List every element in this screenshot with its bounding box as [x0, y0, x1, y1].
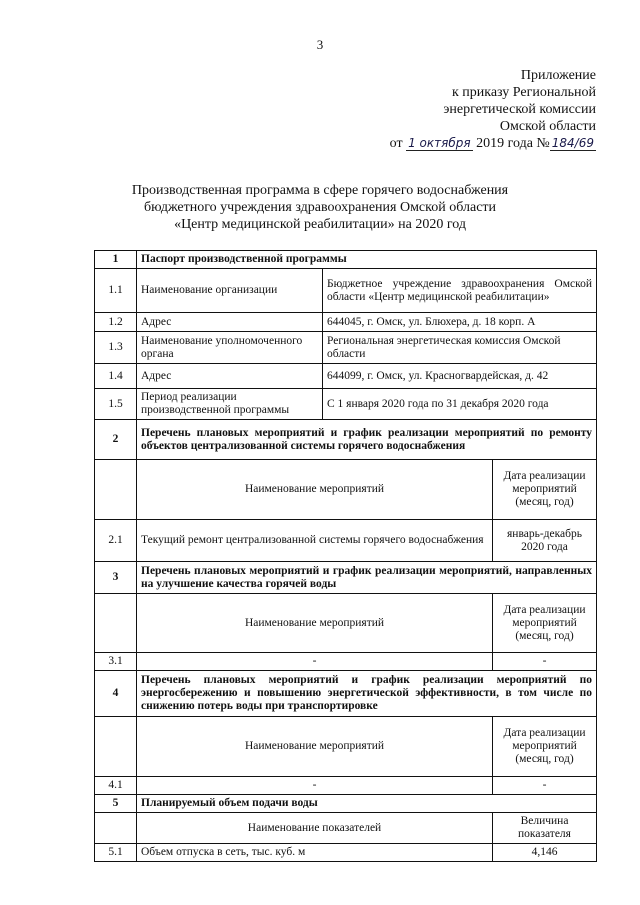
column-header: Дата реализации мероприятий (месяц, год)	[493, 460, 597, 520]
table-row	[95, 313, 597, 332]
handwritten-number: 184/69	[551, 136, 594, 150]
row-num: 5.1	[95, 844, 137, 862]
row-label: Адрес	[137, 364, 323, 389]
title-line-1: Производственная программа в сфере горячего водоснабжения	[131, 183, 509, 198]
section-2-header-row	[95, 420, 597, 460]
column-header: Наименование показателей	[137, 813, 493, 844]
appendix-block	[390, 67, 596, 152]
row-num: 1.2	[95, 313, 137, 332]
row-num: 1.5	[95, 389, 137, 420]
program-table	[94, 250, 597, 862]
row-num: 3.1	[95, 653, 137, 671]
handwritten-date: 1 октября	[408, 136, 471, 150]
row-num: 2.1	[95, 520, 137, 562]
row-name: Объем отпуска в сеть, тыс. куб. м	[137, 844, 493, 862]
section-header: Паспорт производственной программы	[137, 251, 597, 269]
section-header: Перечень плановых мероприятий и график реализации мероприятий, направленных на улучшение качества горячей воды	[137, 562, 597, 594]
row-num: 1.3	[95, 332, 137, 364]
table-row	[95, 653, 597, 671]
row-name: Текущий ремонт централизованной системы горячего водоснабжения	[137, 520, 493, 562]
row-label: Адрес	[137, 313, 323, 332]
section-num: 3	[95, 562, 137, 594]
empty-cell	[95, 717, 137, 777]
row-date: январь-декабрь 2020 года	[493, 520, 597, 562]
row-name: -	[137, 777, 493, 795]
column-header-row	[95, 717, 597, 777]
section-5-header-row	[95, 795, 597, 813]
row-label: Период реализации производственной программы	[137, 389, 323, 420]
row-num: 1.1	[95, 269, 137, 313]
table-row	[95, 364, 597, 389]
empty-cell	[95, 813, 137, 844]
row-label: Наименование организации	[137, 269, 323, 313]
column-header-row	[95, 813, 597, 844]
row-date: -	[493, 653, 597, 671]
table-row	[95, 269, 597, 313]
appendix-prefix: от	[389, 136, 403, 151]
column-header: Наименование мероприятий	[137, 717, 493, 777]
column-header: Величина показателя	[493, 813, 597, 844]
empty-cell	[95, 460, 137, 520]
table-row	[95, 844, 597, 862]
title-line-3: «Центр медицинской реабилитации» на 2020 год	[174, 217, 466, 232]
section-4-header-row	[95, 671, 597, 717]
appendix-line-4: Омской области	[499, 119, 596, 134]
section-num: 5	[95, 795, 137, 813]
empty-cell	[95, 594, 137, 653]
column-header: Дата реализации мероприятий (месяц, год)	[493, 717, 597, 777]
row-label: Наименование уполномоченного органа	[137, 332, 323, 364]
row-num: 1.4	[95, 364, 137, 389]
row-name: -	[137, 653, 493, 671]
column-header-row	[95, 460, 597, 520]
document-title	[60, 182, 580, 233]
row-value: 4,146	[493, 844, 597, 862]
row-value: 644099, г. Омск, ул. Красногвардейская, д. 42	[323, 364, 597, 389]
table-row	[95, 389, 597, 420]
table-row	[95, 520, 597, 562]
row-value: Региональная энергетическая комиссия Омской области	[323, 332, 597, 364]
appendix-year: 2019 года №	[476, 136, 550, 151]
section-num: 1	[95, 251, 137, 269]
appendix-line-3: энергетической комиссии	[443, 102, 596, 117]
section-header: Перечень плановых мероприятий и график реализации мероприятий по ремонту объектов централизованной системы горячего водоснабжения	[137, 420, 597, 460]
section-header: Перечень плановых мероприятий и график реализации мероприятий по энергосбережению и повышению энергетической эффективности, в том числе по снижению потерь воды при транспортировке	[137, 671, 597, 717]
appendix-line-1: Приложение	[520, 68, 596, 83]
section-3-header-row	[95, 562, 597, 594]
section-header: Планируемый объем подачи воды	[137, 795, 597, 813]
appendix-date-line	[390, 135, 596, 152]
row-value: 644045, г. Омск, ул. Блюхера, д. 18 корп. А	[323, 313, 597, 332]
row-num: 4.1	[95, 777, 137, 795]
column-header: Дата реализации мероприятий (месяц, год)	[493, 594, 597, 653]
row-value: Бюджетное учреждение здравоохранения Омской области «Центр медицинской реабилитации»	[323, 269, 597, 313]
table-row	[95, 332, 597, 364]
title-line-2: бюджетного учреждения здравоохранения Омской области	[143, 200, 497, 215]
section-num: 2	[95, 420, 137, 460]
table-row	[95, 777, 597, 795]
row-value: С 1 января 2020 года по 31 декабря 2020 года	[323, 389, 597, 420]
column-header: Наименование мероприятий	[137, 594, 493, 653]
page-number: 3	[316, 37, 324, 52]
section-num: 4	[95, 671, 137, 717]
column-header-row	[95, 594, 597, 653]
section-1-header-row	[95, 251, 597, 269]
column-header: Наименование мероприятий	[137, 460, 493, 520]
appendix-line-2: к приказу Региональной	[451, 85, 596, 100]
row-date: -	[493, 777, 597, 795]
